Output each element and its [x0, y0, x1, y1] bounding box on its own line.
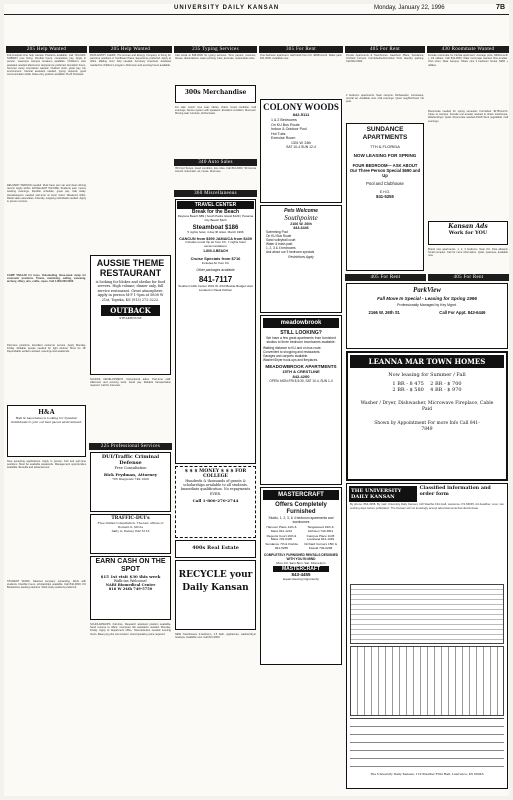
section-header: 405 For Rent [345, 46, 425, 53]
paper-name: UNIVERSITY DAILY KANSAN [174, 5, 280, 11]
amenity-item: On KU Bus Route [266, 234, 292, 239]
ad-logo: H&A [38, 408, 55, 416]
property-item: Orchard Corners 15th & Kasold 749-0298 [304, 542, 337, 550]
kansan-ads-promo [428, 221, 508, 245]
ad-phone: 843-4455 [291, 571, 311, 577]
customer-info-lines[interactable] [350, 718, 504, 770]
column-6 [427, 46, 509, 274]
column-1 [6, 46, 87, 796]
ad-text: NEW Townhouses 2-bedroom, 1.5 bath, appliances, washer/dryer hookups. Available now. Call 841-0000. [175, 633, 256, 640]
feature-item: Garages and carports available. [263, 354, 309, 358]
page-number: 7B [496, 4, 505, 11]
promo-body: Includes round trip air from KC, 7 nights hotel accommodations [185, 240, 246, 249]
ad-address: 2166 W. 26th St. [368, 310, 401, 315]
promo-head: CANCUN from $399 JAMAICA from $439 [179, 237, 252, 242]
ad-phone: 842-5111 [292, 112, 310, 117]
form-footer: The University Daily Kansan, 119 Stauffer-Flint Hall, Lawrence, KS 66045 [370, 772, 484, 776]
ad-title: $ $ $ MONEY $ $ $ FOR COLLEGE [184, 469, 247, 479]
ad-sub: Studio, 1, 2, 3, & 4 bedroom apartments and townhomes [268, 516, 334, 524]
rate-table [350, 584, 504, 644]
leanna-mar-ad [346, 351, 508, 481]
masthead-rule [4, 14, 509, 15]
brand-name: Southpointe [284, 214, 318, 222]
ad-text: '89 Ford Tempo. Good condition, low miles. Call 842-0000. '90 Honda Accord. Automatic, air, cruise. Must see. [175, 167, 256, 174]
newspaper-page [4, 4, 509, 796]
promo-head: Steamboat $186 [192, 224, 239, 231]
southpointe-pets-ad [260, 205, 342, 313]
kansan-logo: THE UNIVERSITY DAILY KANSAN [349, 486, 417, 502]
amenity-item: 1 & 2 Bedrooms [271, 118, 297, 122]
mastercraft-logo: MASTERCRAFT [273, 566, 329, 572]
property-item: Regents Court 19th & Mass 749-0445 [266, 533, 297, 542]
ad-copy-grid[interactable] [350, 646, 504, 716]
ad-address: 2166 W. 26th [290, 222, 312, 226]
ad-head: STILL LOOKING? [280, 330, 322, 336]
promo-phone: 1-800-3-BEACH [203, 248, 228, 253]
ad-sub: Professionally Managed by Key Mgmt. [397, 303, 457, 307]
travel-address: Southern Hills Center 1601 W. 23rd Beside Budget Host [178, 283, 253, 288]
ad-text: For sale: couch, love seat, tables, chairs. Good condition. Call evenings. Stereo system with speakers. Excellent condition. Must sell. Moving sale: furniture, kitchenware. [175, 106, 256, 116]
ad-body: Hall & Associates is looking for dynamic individuals to join our fast paced environment. [10, 416, 83, 424]
ad-hours: Mon.-Fri. 9am-5pm. Sat. 10am-2pm [276, 560, 326, 565]
property-item: Tanglewood 19th & Atchison 749-3811 [307, 525, 334, 533]
ad-head: Fall Move In Special - Leasing for Spring 1996 [377, 296, 477, 301]
ad-sub: Now leasing for Summer / Fall [388, 372, 466, 378]
ad-title: meadowbrook [263, 318, 339, 328]
ad-text: Full-time/part-time help wanted. Positions available. Call 749-0000. SUBWAY now hiring. Flexible hours, competitive pay. Apply in person. Lawrence campus locations available. Children's care assistant needed afternoons. Experience preferred. Excellent hours. Summer camp counselors wanted. Outdoor work, great pay, fun environment. Clerical assistant needed, typing required, good communication skills. Data entry position available 15-20 hrs/week. [7, 54, 86, 77]
ad-text: 2 bedroom apartments. Near campus. Dishwasher, microwave, central air. Available now. Call evenings. Quiet neighborhood. No pets. [346, 94, 424, 104]
column-3 [174, 46, 257, 796]
section-header: 405 For Rent [345, 274, 426, 281]
ad-text: Brand new apartments. 1, 2, 3 bedroom. Near KU. Pets allowed. Small complex. Call for more information. Quiet, spacious, available now. [428, 248, 508, 258]
rate-line: 2 BR - $ 580 4 BR - $ 970 [392, 387, 462, 393]
ad-title: SUNDANCE APARTMENTS [362, 126, 408, 141]
ad-footer: COMPLETELY FURNISHED RENTALS DESIGNED WITH YOU IN MIND [263, 552, 339, 561]
classified-order-form [346, 483, 508, 789]
amenity-list [263, 118, 339, 141]
promo-note: Other packages available [196, 267, 235, 272]
ad-text: Call Linda at 838-0000 for typing services. Term papers, resumes, theses, dissertations. Laser printing. Fast, accurate, reasonable rates. [175, 54, 256, 61]
ad-text: Now accepting applications. Apply in person. Full and part-time positions. Must be available weekends. Management opportunities available. Benefits and advancement. [7, 460, 86, 470]
earn-cash-ad [90, 556, 171, 620]
issue-date: Monday, January 22, 1996 [374, 5, 445, 11]
travel-address: Located in Pasta Kitchen [198, 287, 233, 292]
ad-body: Free Initial Consultation. The law offices of Donald G. Strole [97, 521, 164, 529]
ad-sub: Free Consultation [114, 466, 147, 470]
ad-title: TRAFFIC-DUI's [111, 516, 150, 521]
ad-body: We have a few great apartments from furnished studios to three bedroom townhomes available. [266, 336, 336, 344]
promo-body: 5 nights hotel, 4 day lift ticket, March 1996 [187, 229, 244, 234]
ad-title: Pets Welcome [284, 208, 318, 214]
promo-body: Includes Air from KC [201, 260, 230, 265]
ad-appointment: Shown by Appointment For more Info Call 841-7849 [374, 421, 480, 432]
column-5 [345, 46, 425, 274]
ad-phone: 843-6446 [293, 226, 309, 230]
colony-woods-ad [260, 99, 342, 203]
traffic-dui-ad [90, 514, 171, 554]
logo-sub: STEAKHOUSE [119, 316, 142, 321]
ad-slogan: Equal Housing Opportunity [283, 576, 319, 581]
form-instructions: By phone: 864-4358. By mail: University Daily Kansan, 119 Stauffer-Flint Hall, Lawrence, KS 66045. Ad deadline: noon, two working days before publication. The Kansan will not knowingly accept advertisements that discriminate. [350, 502, 504, 510]
section-header-row [345, 274, 509, 281]
parkview-ad [346, 283, 508, 349]
meadowbrook-ad [260, 315, 342, 485]
ad-phone: Call For Appt. 843-6446 [439, 310, 486, 315]
ad-amenity: Pool and Clubhouse [366, 181, 404, 186]
section-header: 205 Help Wanted [6, 46, 87, 53]
ad-eho: E.H.O. [379, 190, 391, 194]
ad-text: One bedroom apartment. Half block from KU. $395/month. Water paid. 841-0000. Available now. [260, 54, 342, 61]
ad-phone: 816 W 24th 749-5750 [108, 587, 153, 591]
ad-features: Washer / Dryer, Dishwasher, Microwave Fireplace, Cable Paid [360, 401, 494, 412]
ad-title: LEANNA MAR TOWN HOMES [350, 355, 504, 368]
section-header: 225 Professional Services [89, 443, 172, 450]
amenity-item: Exercise Room [271, 136, 296, 141]
ad-title: MASTERCRAFT [263, 490, 339, 500]
ad-text: Private Apartments & Townhomes. Hawthorn Place, Sundance, Orchard Corners. Furnished/unfurnished. Pool, laundry, parking. Call 842-0000. [346, 54, 424, 64]
amenity-item: Sand volleyball court [266, 238, 296, 243]
feature-list [263, 346, 339, 362]
amenity-item: Ask about our 3 bedroom specials [266, 250, 315, 255]
column-2 [89, 46, 172, 796]
travel-center-ad [175, 199, 256, 464]
ad-text: Roommate needed for spring semester. Furnished. $175/month. Close to campus. Female non-smoker wanted to share townhouse. Washer/dryer. Quiet. Roommate needed ASAP. Rent negotiable. Call evenings. [428, 110, 508, 123]
ad-phone: 841-5255 [376, 194, 394, 199]
ad-text: DATA ENTRY CLERK. The Human and Energy Company is hiring for part-time positions in Sunflower Plaza. Experience preferred. Apply at office. Mailing room help needed. Accuracy important. Assistant needed for children's program. Afternoon and evening hours available. [90, 54, 171, 67]
ad-text: Part-time positions. Excellent customer service. Apply Monday-Friday. Reliable people needed for light clerical. Must be 18. Dependable workers wanted, evenings and weekends. [7, 344, 86, 354]
contact-row [349, 310, 505, 315]
ad-title: DUI/Traffic Criminal Defense [101, 454, 160, 466]
aussie-restaurant-ad [90, 255, 171, 375]
ad-address: 15TH & CRESTLINE [282, 369, 320, 374]
ad-hours: OPEN: MON-FRI 8-5:30, SAT 10-4, SUN 1-4 [269, 379, 333, 383]
ad-head: Offers Completely Furnished [275, 502, 327, 515]
brand-name: ParkView [412, 286, 441, 294]
college-money-ad [175, 466, 256, 538]
ad-address: 1301 W. 24th [291, 140, 311, 145]
feature-item: Washer/Dryer hook-ups and fireplaces. [263, 358, 319, 362]
ad-phone: Call 1-800-270-2744 [192, 497, 239, 503]
amenity-item: On KU Bus Route [271, 122, 300, 127]
ad-title: EARN CASH ON THE SPOT [95, 558, 166, 573]
attorney-name: Rick Frydman, Attorney [103, 472, 158, 477]
ad-amounts: $15 1st visit $30 this week [100, 574, 161, 579]
amenity-item: Water & trash paid [266, 242, 293, 247]
ad-text: SCHOLARSHIPS. Full-time. Research assistant position available. Send resume to office. Computer lab assistants needed. Monday-Friday. Apply at department office. Telemarketers needed evening hours. Base pay plus commission. Good speaking voice required. [90, 623, 171, 636]
ad-special: FOUR BEDROOM— ASK ABOUT Our Three Person Special $690 and Up [349, 163, 421, 178]
masthead [4, 4, 509, 14]
recycle-kansan-ad: RECYCLE your Daily Kansan [175, 560, 256, 630]
section-header: 405 For Rent [428, 274, 509, 281]
merchandise-banner: 300s Merchandise [175, 85, 256, 103]
outback-logo: OUTBACK [101, 305, 160, 316]
ad-title: COLONY WOODS [263, 102, 339, 112]
property-item: Sundance 7th & Florida 841-5255 [265, 542, 298, 550]
lower-right-section [345, 274, 509, 796]
property-item: Campus Place 1145 Louisiana 841-1429 [306, 533, 335, 542]
dui-defense-ad [90, 452, 171, 512]
ad-sub: NOW LEASING FOR SPRING [353, 153, 417, 158]
amenity-item: Hot Tubs [271, 131, 286, 136]
ad-title: TRAVEL CENTER [177, 201, 254, 209]
ad-phone: 785 Diagnosis 749-1000 [112, 477, 149, 481]
ad-text: DELIVERY PERSON needed. Must have own car and clean driving record. Apply within. EXCELLENT INCOME. Students earn money working evenings. Flexible schedule, great pay. Call today. Housekeepers needed part-time at local motel. Weekend shifts. Retail sales associates. Friendly, outgoing individuals needed. Apply in person at store. [7, 184, 86, 204]
property-name: MEADOWBROOK APARTMENTS [265, 364, 337, 369]
camp-ad: CAMP TAKAJO for boys. Outstanding three-week camp for counselor positions. Tennis, swimming, sailing, canoeing, archery, riflery, arts, crafts, ropes. Call 1-800-000-0000. [7, 274, 86, 284]
ad-sub: Walk-ins Welcome! [113, 579, 148, 583]
ad-contact: Sally G. Kelsey 842-5116 [111, 529, 150, 533]
ad-text: SCHOOL DEVELOPMENT. Instructional aides. Part-time staff. Afternoon and evening work. Good pay. Reliable transportation required. Call for interview. [90, 378, 171, 388]
feature-item: Walking distance to KU and on bus route. [263, 346, 322, 350]
section-header: 430 Roommate Wanted [427, 46, 509, 53]
hall-associates-ad [7, 405, 86, 457]
promo-head: Break for the Beach [191, 209, 240, 215]
form-title: Classified information and order form [419, 485, 491, 497]
promo-head: Cruise Specials from $716 [190, 255, 241, 261]
section-header: 340 Auto Sales [174, 159, 257, 166]
promo-sub: Work for YOU [448, 230, 488, 236]
ad-body: is looking for blokes and sheilas for food servers. High volume, dinner only, full service restaurant. Great atmosphere. Apply in person M-F 1-5pm at 5608 W 21st, Topeka, KS (913) 272-3222. [95, 280, 166, 302]
ad-title: AUSSIE THEME RESTAURANT [96, 258, 165, 278]
property-grid [263, 526, 339, 551]
sundance-apartments-ad [346, 123, 424, 271]
amenity-item: 1, 2, 3 & 4 bedrooms [266, 246, 296, 251]
ad-phone: 842-4200 [292, 374, 310, 379]
amenity-list [263, 230, 339, 255]
section-header: 305 For Rent [259, 46, 343, 53]
ad-text: Female roommate for Florida apartment. Average price. $200/month + 1/2 utilities. Call 842-0000. Male roommate wanted. Non-smoker. Own room. Near campus. Share nice 3 bedroom house. $250 + utilities. [428, 54, 508, 67]
ad-text: STUDENT WORK. National company expanding. Work with students. Flexible hours, scholarships available. Call 842-0000. KU Bookstores seeking cashiers. Work study students preferred. [7, 580, 86, 590]
real-estate-banner: 400s Real Estate [175, 540, 256, 558]
mastercraft-ad [260, 487, 342, 665]
form-header [349, 486, 505, 502]
ad-org: NABI Biomedical Center [105, 583, 156, 587]
promo-title: Kansan Ads [448, 223, 488, 230]
ad-note: Restrictions Apply [288, 254, 314, 259]
section-header: 205 Help Wanted [89, 46, 172, 53]
promo-body: Daytona Beach $89 | South Padre Island $129 | Panama City Beach $124 [177, 214, 254, 222]
column-4 [259, 46, 343, 796]
section-header: 235 Typing Services [174, 46, 257, 53]
ad-address: 7TH & FLORIDA [370, 144, 400, 149]
ad-body: Hundreds & thousands of grants & scholarships available to all students. Immediate qualification. No repayments EVER. [180, 479, 251, 496]
travel-phone: 841-7117 [198, 274, 233, 284]
section-header: 360 Miscellaneous [174, 190, 257, 197]
amenity-item: Swimming Pool [266, 230, 288, 234]
property-item: Hanover Place 14th & Mass 841-1212 [266, 525, 297, 533]
rate-line: 1 BR - 8 475 2 BR - $ 700 [392, 381, 462, 387]
feature-item: Convenient to shopping and restaurants. [263, 350, 321, 354]
ad-hours: SAT 10-4 SUN 12-4 [286, 144, 316, 149]
amenity-item: Indoor & Outdoor Pool [271, 127, 307, 132]
